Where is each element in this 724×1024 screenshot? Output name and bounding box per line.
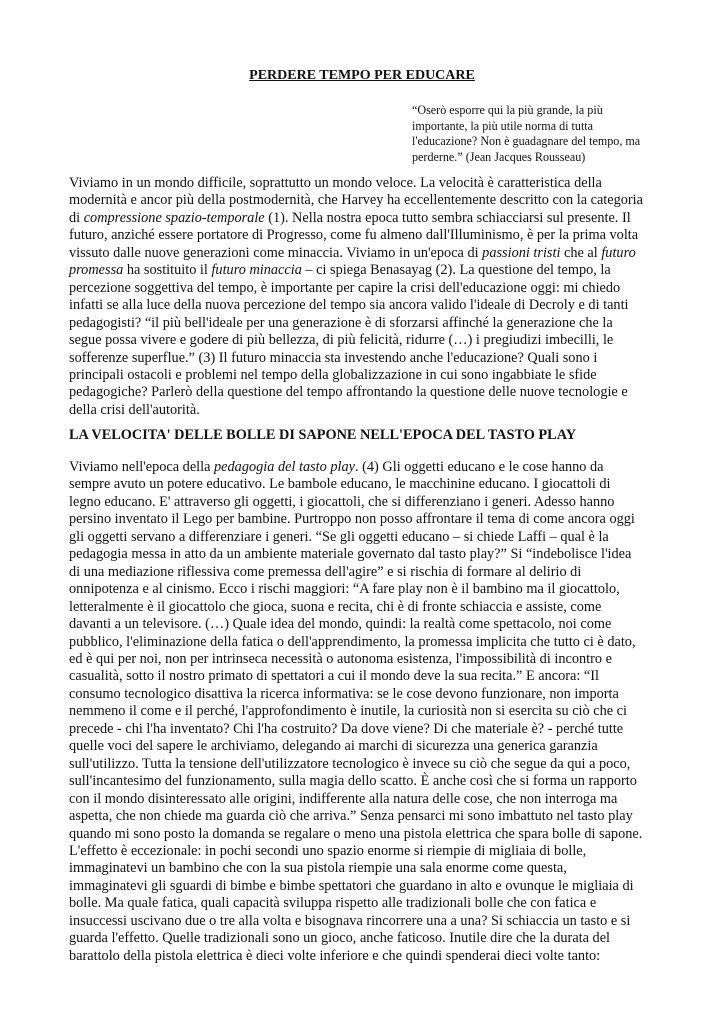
epigraph-line: l'educazione? Non è guadagnare del tempo, ma bbox=[412, 134, 641, 149]
paragraph-line bbox=[69, 476, 659, 493]
paragraph-line bbox=[69, 930, 659, 947]
text-run: gli oggetti servano a differenziare i generi. “Se gli oggetti educano – si chiede Laffi – qual è la bbox=[69, 528, 609, 545]
paragraph-line bbox=[69, 860, 659, 877]
text-run: pedagogiche? Parlerò della questione del tempo affrontando la questione delle nuove tecnologie e bbox=[69, 384, 628, 401]
paragraph-line bbox=[69, 245, 659, 262]
text-run: principali ostacoli e problemi nel tempo della globalizzazione in cui sono ingabbiate le sfide bbox=[69, 366, 597, 383]
paragraph-line bbox=[69, 738, 659, 755]
paragraph-line bbox=[69, 668, 659, 685]
text-run: ha sostituito il bbox=[123, 262, 212, 279]
paragraph-line bbox=[69, 826, 659, 843]
paragraph-line bbox=[69, 402, 659, 419]
text-run: di una mediazione riflessiva come premessa dell'agire” e si rischia di formare al delirio di bbox=[69, 563, 582, 580]
text-run: onnipotenza e al cinismo. Ecco i rischi maggiori: “A fare play non è il bambino ma il giocattolo, bbox=[69, 581, 620, 598]
epigraph-line: “Oserò esporre qui la più grande, la più bbox=[412, 103, 603, 117]
paragraph-line bbox=[69, 651, 659, 668]
text-run: guarda l'effetto. Quelle tradizionali sono un gioco, anche faticoso. Inutile dire che la durata del bbox=[69, 930, 611, 947]
text-run: L'effetto è eccezionale: in pochi secondi uno spazio enorme si riempie di migliaia di bolle, bbox=[69, 842, 587, 859]
text-run: precede - chi l'ha inventato? Chi l'ha costruito? Da dove viene? Di che materiale è? - perché tutte bbox=[69, 720, 624, 737]
text-run: insuccessi uscivano due o tre alla volta e bisognava rincorrere una a una? Si schiaccia un tasto e si bbox=[69, 912, 631, 929]
italic-text: futuro minaccia bbox=[211, 262, 302, 279]
text-run: ed è qui per noi, non per intrinseca necessità o autonoma esistenza, l'impossibilità di incontro e bbox=[69, 650, 612, 667]
section-heading: LA VELOCITA' DELLE BOLLE DI SAPONE NELL'EPOCA DEL TASTO PLAY bbox=[69, 427, 577, 443]
paragraph-line bbox=[69, 315, 659, 332]
paragraph-line bbox=[69, 280, 659, 297]
paragraph-line bbox=[69, 546, 659, 563]
paragraph-line bbox=[69, 332, 659, 349]
paragraph-line bbox=[69, 459, 659, 476]
text-run: che al bbox=[560, 244, 602, 261]
paragraph-line bbox=[69, 581, 659, 598]
text-run: sofferenze superflue.” (3) Il futuro minaccia sta investendo anche l'educazione? Quali sono i bbox=[69, 349, 598, 366]
paragraph-line bbox=[69, 686, 659, 703]
paragraph-line bbox=[69, 297, 659, 314]
text-run: legno educano. E' attraverso gli oggetti, i giocattoli, che si differenziano i generi. Adesso hanno bbox=[69, 493, 615, 510]
paragraph-line bbox=[69, 895, 659, 912]
text-run: sempre avuto un potere educativo. Le bambole educano, le macchinine educano. I giocattoli di bbox=[69, 476, 611, 493]
italic-text: promessa bbox=[69, 262, 124, 279]
paragraph-line bbox=[69, 511, 659, 528]
paragraph-line bbox=[69, 384, 659, 401]
paragraph-line bbox=[69, 529, 659, 546]
text-run: modernità e ancor più della postmodernità, che Harvey ha eccellentemente descritto con la categoria bbox=[69, 192, 643, 209]
text-run: percezione soggettiva del tempo, è importante per capire la crisi dell'educazione oggi: mi chiedo bbox=[69, 279, 621, 296]
text-run: consumo tecnologico disattiva la ricerca informativa: se le cose devono funzionare, non importa bbox=[69, 685, 619, 702]
epigraph-line: importante, la più utile norma di tutta bbox=[412, 118, 594, 133]
text-run: nemmeno il come e il perché, l'approfondimento è inutile, la curiosità non si esercita su ciò che ci bbox=[69, 703, 627, 720]
text-run: – ci spiega Benasayag (2). La questione del tempo, la bbox=[301, 262, 611, 279]
section-paragraph bbox=[69, 459, 659, 965]
text-run: letteralmente è il giocattolo che gioca, suona e recita, chi è di fronte schiaccia e assiste, come bbox=[69, 598, 602, 615]
text-run: davanti a un televisore. (…) Quale idea del mondo, quindi: la realtà come spettacolo, noi come bbox=[69, 616, 612, 633]
text-run: segue possa vivere e godere di più bellezza, di più felicità, ridurre (…) i pregiudizi imbecilli, le bbox=[69, 332, 614, 349]
paragraph-line bbox=[69, 564, 659, 581]
paragraph-line bbox=[69, 262, 659, 279]
text-run: Viviamo nell'epoca della bbox=[69, 459, 215, 475]
text-run: futuro, anziché essere portatore di Progresso, come fu almeno dall'Illuminismo, è per la prima volta bbox=[69, 227, 639, 244]
epigraph-line: perderne.” (Jean Jacques Rousseau) bbox=[412, 149, 586, 164]
paragraph-line bbox=[69, 175, 659, 192]
text-run: infatti se alla luce della nuova percezione del tempo sia ancora valido l'ideale di Decroly e di tanti bbox=[69, 297, 629, 314]
text-run: immaginatevi un bambino che con la sua pistola riempie una sala enorme come questa, bbox=[69, 860, 567, 877]
text-run: con il mondo disinteressato alle origini, indifferente alla natura delle cose, che non interroga ma bbox=[69, 790, 618, 807]
paragraph-line bbox=[69, 791, 659, 808]
intro-paragraph bbox=[69, 175, 659, 419]
paragraph-line bbox=[69, 494, 659, 511]
italic-text: passioni tristi bbox=[482, 244, 561, 261]
text-run: casualità, sotto il nostro primato di spettatori a cui il mondo deve la sua recita.” E ancora: “Il bbox=[69, 668, 600, 685]
text-run: Viviamo in un mondo difficile, soprattutto un mondo veloce. La velocità è caratteristica della bbox=[69, 175, 602, 191]
paragraph-line bbox=[69, 756, 659, 773]
paragraph-line bbox=[69, 616, 659, 633]
paragraph-line bbox=[69, 192, 659, 209]
paragraph-line bbox=[69, 703, 659, 720]
text-run: pedagogia messa in atto da un ambiente materiale governato dal tasto play?” Si “indebolisce l'idea bbox=[69, 546, 632, 563]
document-title: PERDERE TEMPO PER EDUCARE bbox=[249, 68, 475, 83]
text-run: . (4) Gli oggetti educano e le cose hanno da bbox=[355, 459, 604, 475]
paragraph-line bbox=[69, 721, 659, 738]
text-run: quelle voci del sapere le archiviamo, delegando ai marchi di sicurezza una generica garanzia bbox=[69, 738, 598, 755]
epigraph-quote bbox=[412, 103, 644, 165]
paragraph-line bbox=[69, 808, 659, 825]
italic-text: pedagogia del tasto play bbox=[214, 459, 355, 475]
text-run: pedagogisti? “il più bell'ideale per una generazione è di sforzarsi affinché la generazione che la bbox=[69, 314, 613, 331]
paragraph-line bbox=[69, 634, 659, 651]
text-run: barattolo della pistola elettrica è dieci volte inferiore e che quindi spenderai dieci volte tanto: bbox=[69, 947, 601, 964]
paragraph-line bbox=[69, 227, 659, 244]
text-run: quando mi sono posto la domanda se regalare o meno una pistola elettrica che spara bolle di sapone. bbox=[69, 825, 643, 842]
italic-text: futuro bbox=[601, 244, 636, 261]
text-run: aspetta, che non chiede ma guarda ciò che arriva.” Senza pensarci mi sono imbattuto nel tasto play bbox=[69, 808, 633, 825]
text-run: pubblico, l'eliminazione della fatica o dell'apprendimento, la promessa implicita che tutto ci è dato, bbox=[69, 633, 636, 650]
paragraph-line bbox=[69, 367, 659, 384]
paragraph-line bbox=[69, 210, 659, 227]
paragraph-line bbox=[69, 843, 659, 860]
paragraph-line bbox=[69, 599, 659, 616]
paragraph-line bbox=[69, 948, 659, 965]
text-run: immaginatevi gli sguardi di bimbe e bimbe spettatori che guardano in alto e ovunque le migliaia di bbox=[69, 877, 634, 894]
text-run: vissuto dalle nuove generazioni come minaccia. Viviamo in un'epoca di bbox=[69, 244, 483, 261]
text-run: sull'utilizzo. Tutta la tensione dell'utilizzatore tecnologico è invece su ciò che segue da qui a poco, bbox=[69, 755, 631, 772]
text-run: sull'incantesimo del funzionamento, sulla magia dello scatto. È anche così che si forma un rapporto bbox=[69, 773, 637, 790]
text-run: persino inventato il Lego per bambine. Purtroppo non posso affrontare il tema di come ancora oggi bbox=[69, 511, 635, 528]
text-run: bolle. Ma quale fatica, quali capacità sviluppa rispetto alle tradizionali bolle che con fatica e bbox=[69, 895, 597, 912]
paragraph-line bbox=[69, 878, 659, 895]
text-run: della crisi dell'autorità. bbox=[69, 401, 200, 418]
text-run: di bbox=[69, 209, 84, 226]
text-run: (1). Nella nostra epoca tutto sembra schiacciarsi sul presente. Il bbox=[264, 209, 631, 226]
italic-text: compressione spazio-temporale bbox=[83, 209, 265, 226]
paragraph-line bbox=[69, 773, 659, 790]
paragraph-line bbox=[69, 350, 659, 367]
paragraph-line bbox=[69, 913, 659, 930]
